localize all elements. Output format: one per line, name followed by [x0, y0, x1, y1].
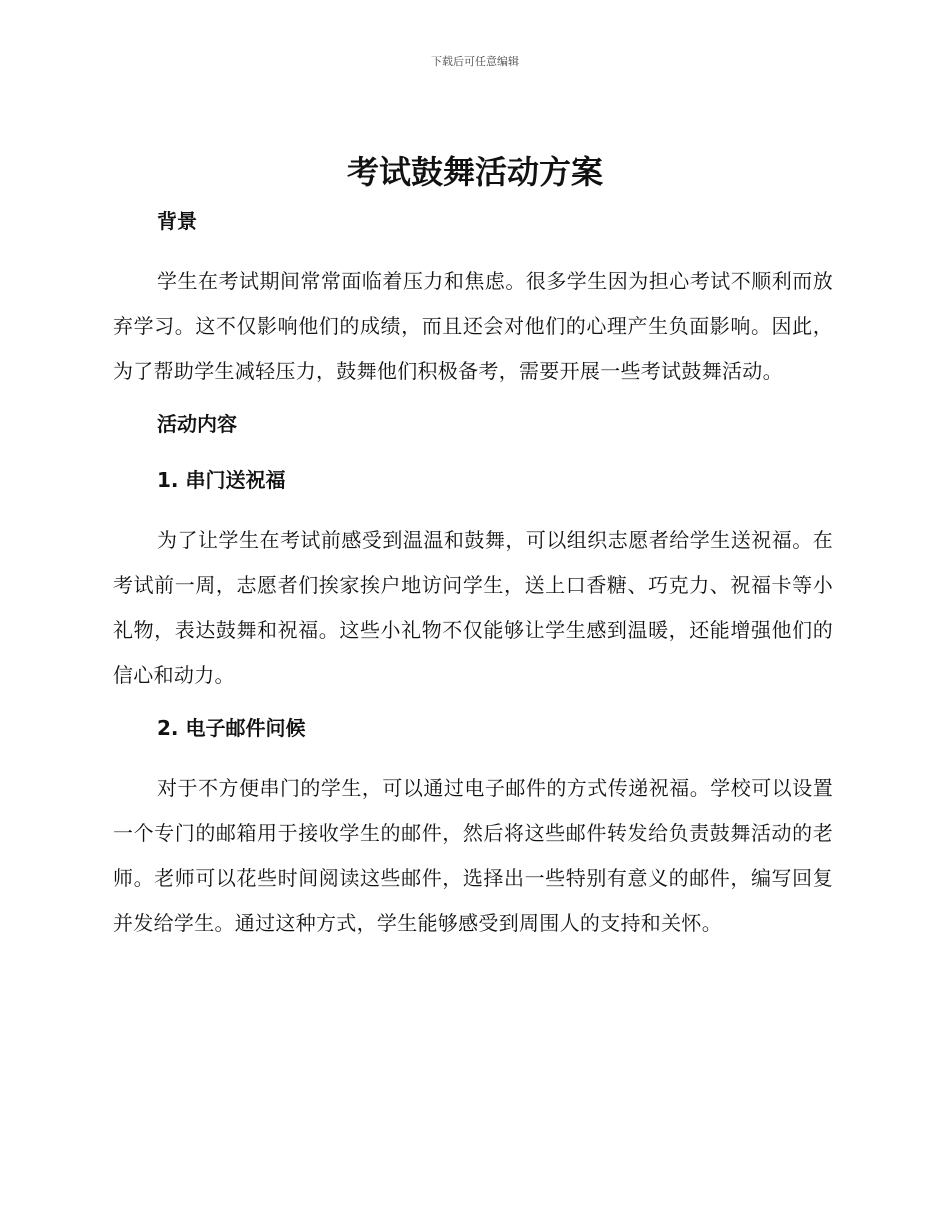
- paragraph-visit-blessing: 为了让学生在考试前感受到温温和鼓舞，可以组织志愿者给学生送祝福。在考试前一周，志愿者们挨家挨户地访问学生，送上口香糖、巧克力、祝福卡等小礼物，表达鼓舞和祝福。这些小礼物不仅能够让学生感到温暖，还能增强他们的信心和动力。: [113, 528, 833, 687]
- document-body: [113, 203, 833, 946]
- page-header-note: 下载后可任意编辑: [431, 55, 519, 68]
- section-heading-activities: 活动内容: [157, 412, 237, 436]
- document-title: 考试鼓舞活动方案: [346, 153, 603, 191]
- subsection-heading-email-greeting: 2. 电子邮件问候: [157, 716, 306, 740]
- section-heading-background: 背景: [157, 209, 197, 233]
- paragraph-background: 学生在考试期间常常面临着压力和焦虑。很多学生因为担心考试不顺利而放弃学习。这不仅影响他们的成绩，而且还会对他们的心理产生负面影响。因此，为了帮助学生减轻压力，鼓舞他们积极备考，需要开展一些考试鼓舞活动。: [113, 269, 833, 383]
- paragraph-email-greeting: 对于不方便串门的学生，可以通过电子邮件的方式传递祝福。学校可以设置一个专门的邮箱用于接收学生的邮件，然后将这些邮件转发给负责鼓舞活动的老师。老师可以花些时间阅读这些邮件，选择出一些特别有意义的邮件，编写回复并发给学生。通过这种方式，学生能够感受到周围人的支持和关怀。: [113, 776, 833, 935]
- subsection-heading-visit-blessing: 1. 串门送祝福: [157, 468, 286, 492]
